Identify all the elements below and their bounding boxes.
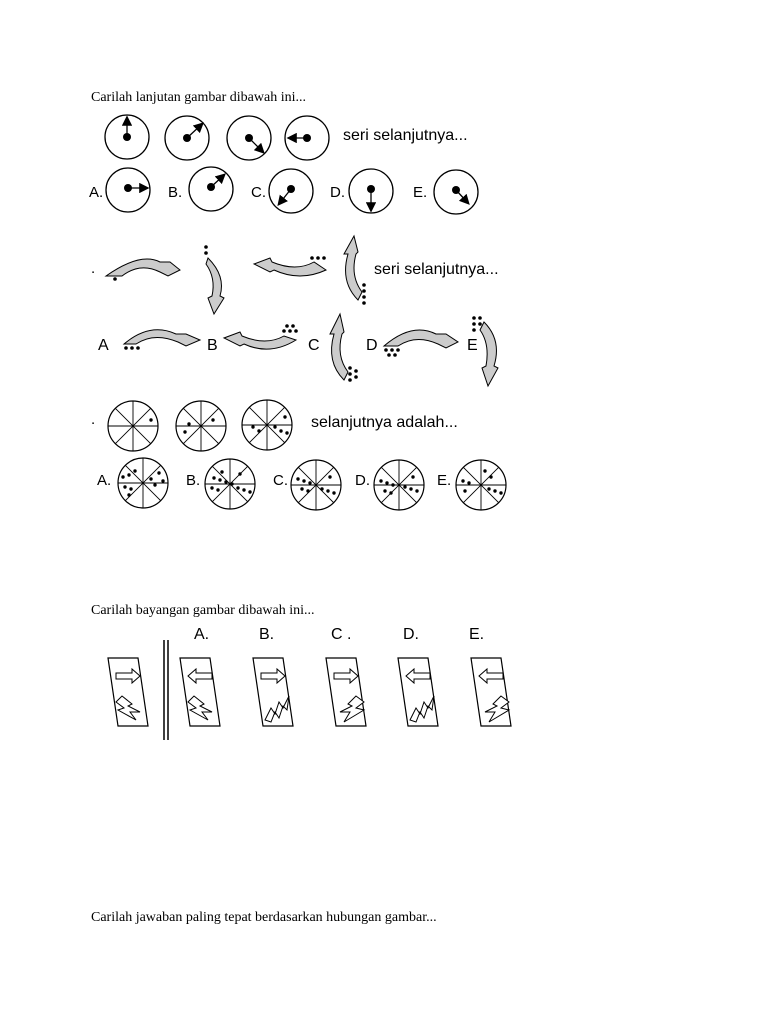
q2-option-a-label: A [98, 337, 109, 354]
q1-option-c-label: C. [251, 184, 266, 201]
q1-option-a-label: A. [89, 184, 104, 201]
s2-option-e-label: E. [469, 626, 485, 643]
q2-option-b-label: B [207, 337, 218, 354]
option-b-card [253, 658, 293, 726]
section-3-heading: Carilah jawaban paling tepat berdasarkan hubungan gambar... [91, 910, 437, 925]
s2-option-a-label: A. [194, 626, 210, 643]
option-c-card [326, 658, 366, 726]
q3-option-e-label: E. [437, 472, 452, 489]
s2-option-d-label: D. [403, 626, 419, 643]
q2-prompt: seri selanjutnya... [374, 261, 499, 278]
option-d-card [398, 658, 438, 726]
q1-option-e-label: E. [413, 184, 428, 201]
q3-option-d-label: D. [355, 472, 370, 489]
q2-option-e-label: E [467, 337, 478, 354]
q3-option-b-label: B. [186, 472, 201, 489]
q3-lead-mark: . [91, 411, 96, 428]
option-e-card [471, 658, 511, 726]
q2-option-c-label: C [308, 337, 320, 354]
q3-option-c-label: C. [273, 472, 288, 489]
option-a-card [180, 658, 220, 726]
q1-prompt: seri selanjutnya... [343, 127, 468, 144]
s2-option-c-label: C . [331, 626, 352, 643]
q2-option-d-label: D [366, 337, 378, 354]
question-card [108, 658, 148, 726]
section-2-heading: Carilah bayangan gambar dibawah ini... [91, 603, 315, 618]
q1-option-d-label: D. [330, 184, 345, 201]
q3-prompt: selanjutnya adalah... [311, 414, 458, 431]
section-1-heading: Carilah lanjutan gambar dibawah ini... [91, 90, 306, 105]
q2-lead-mark: . [91, 260, 96, 277]
s2-option-b-label: B. [259, 626, 275, 643]
q1-option-b-label: B. [168, 184, 183, 201]
q3-option-a-label: A. [97, 472, 112, 489]
